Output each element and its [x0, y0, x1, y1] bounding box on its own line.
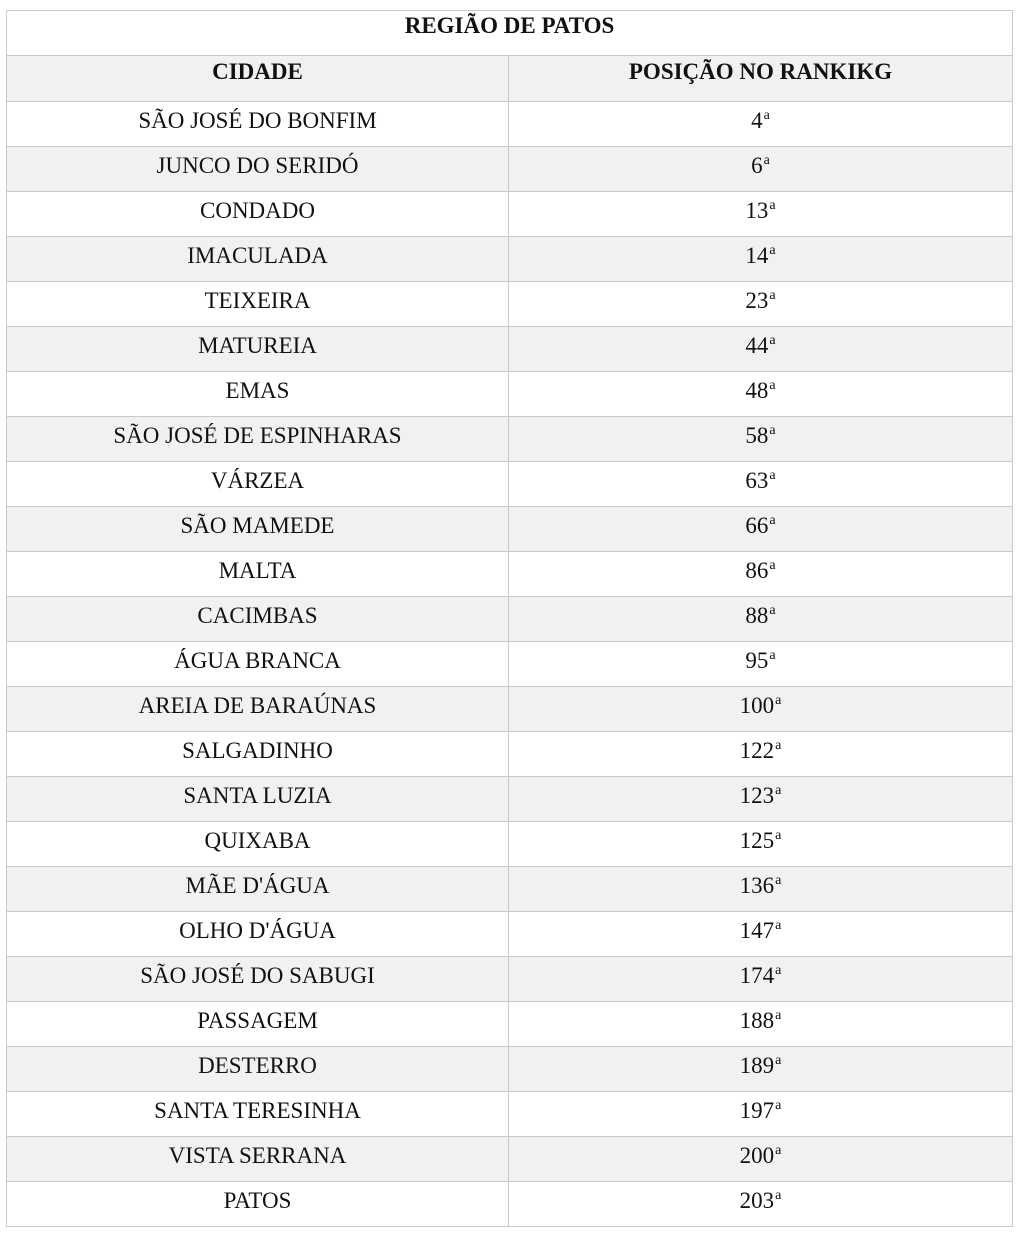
city-cell: EMAS — [7, 372, 509, 417]
position-cell — [509, 1137, 1013, 1182]
position-number: 123 — [739, 783, 775, 808]
city-cell: MÃE D'ÁGUA — [7, 867, 509, 912]
table-row — [7, 1002, 1013, 1047]
position-number: 122 — [739, 738, 775, 763]
city-cell: SÃO JOSÉ DO BONFIM — [7, 102, 509, 147]
position-cell — [509, 147, 1013, 192]
ordinal-suffix: a — [775, 828, 782, 843]
position-number: 14 — [745, 243, 769, 268]
ordinal-suffix: a — [775, 783, 782, 798]
table-body — [7, 102, 1013, 1227]
table-title: REGIÃO DE PATOS — [7, 11, 1013, 56]
city-cell: VÁRZEA — [7, 462, 509, 507]
city-cell: OLHO D'ÁGUA — [7, 912, 509, 957]
ordinal-suffix: a — [769, 378, 776, 393]
ordinal-suffix: a — [769, 603, 776, 618]
city-cell: PATOS — [7, 1182, 509, 1227]
position-number: 147 — [739, 918, 775, 943]
ordinal-suffix: a — [769, 423, 776, 438]
position-number: 4 — [751, 108, 763, 133]
position-cell — [509, 777, 1013, 822]
table-row — [7, 867, 1013, 912]
position-cell — [509, 102, 1013, 147]
position-cell — [509, 1092, 1013, 1137]
position-cell — [509, 417, 1013, 462]
ordinal-suffix: a — [775, 693, 782, 708]
position-cell — [509, 372, 1013, 417]
ordinal-suffix: a — [775, 1098, 782, 1113]
position-cell — [509, 867, 1013, 912]
city-cell: TEIXEIRA — [7, 282, 509, 327]
city-cell: CACIMBAS — [7, 597, 509, 642]
ordinal-suffix: a — [775, 873, 782, 888]
position-cell — [509, 192, 1013, 237]
ordinal-suffix: a — [769, 468, 776, 483]
table-row — [7, 1092, 1013, 1137]
position-number: 125 — [739, 828, 775, 853]
position-number: 174 — [739, 963, 775, 988]
city-cell: SÃO MAMEDE — [7, 507, 509, 552]
city-cell: SÃO JOSÉ DO SABUGI — [7, 957, 509, 1002]
position-number: 44 — [745, 333, 769, 358]
position-number: 100 — [739, 693, 775, 718]
table-row — [7, 102, 1013, 147]
position-number: 203 — [739, 1188, 775, 1213]
city-cell: IMACULADA — [7, 237, 509, 282]
city-cell: SALGADINHO — [7, 732, 509, 777]
ranking-table-container — [6, 10, 1012, 1227]
position-number: 95 — [745, 648, 769, 673]
table-row — [7, 147, 1013, 192]
city-cell: DESTERRO — [7, 1047, 509, 1092]
ranking-table — [6, 10, 1013, 1227]
ordinal-suffix: a — [775, 1053, 782, 1068]
table-row — [7, 687, 1013, 732]
city-cell: SÃO JOSÉ DE ESPINHARAS — [7, 417, 509, 462]
table-row — [7, 327, 1013, 372]
table-row — [7, 1137, 1013, 1182]
table-row — [7, 642, 1013, 687]
ordinal-suffix: a — [769, 198, 776, 213]
city-cell: AREIA DE BARAÚNAS — [7, 687, 509, 732]
position-number: 6 — [751, 153, 763, 178]
city-cell: VISTA SERRANA — [7, 1137, 509, 1182]
table-row — [7, 192, 1013, 237]
city-cell: QUIXABA — [7, 822, 509, 867]
position-number: 136 — [739, 873, 775, 898]
ordinal-suffix: a — [775, 1143, 782, 1158]
table-row — [7, 237, 1013, 282]
table-row — [7, 777, 1013, 822]
table-row — [7, 1182, 1013, 1227]
column-header-position: POSIÇÃO NO RANKIKG — [509, 56, 1013, 102]
position-number: 197 — [739, 1098, 775, 1123]
position-number: 188 — [739, 1008, 775, 1033]
ordinal-suffix: a — [769, 288, 776, 303]
ordinal-suffix: a — [769, 648, 776, 663]
position-number: 13 — [745, 198, 769, 223]
ordinal-suffix: a — [775, 1008, 782, 1023]
position-cell — [509, 687, 1013, 732]
table-row — [7, 597, 1013, 642]
position-cell — [509, 732, 1013, 777]
ordinal-suffix: a — [763, 108, 770, 123]
position-number: 48 — [745, 378, 769, 403]
position-cell — [509, 597, 1013, 642]
ordinal-suffix: a — [775, 738, 782, 753]
ordinal-suffix: a — [769, 243, 776, 258]
city-cell: JUNCO DO SERIDÓ — [7, 147, 509, 192]
table-row — [7, 372, 1013, 417]
position-cell — [509, 237, 1013, 282]
table-row — [7, 957, 1013, 1002]
position-number: 86 — [745, 558, 769, 583]
position-cell — [509, 282, 1013, 327]
ordinal-suffix: a — [775, 1188, 782, 1203]
table-row — [7, 732, 1013, 777]
column-header-city: CIDADE — [7, 56, 509, 102]
table-row — [7, 552, 1013, 597]
city-cell: MALTA — [7, 552, 509, 597]
table-row — [7, 912, 1013, 957]
ordinal-suffix: a — [769, 333, 776, 348]
ordinal-suffix: a — [775, 963, 782, 978]
table-row — [7, 462, 1013, 507]
table-title-row — [7, 11, 1013, 56]
city-cell: ÁGUA BRANCA — [7, 642, 509, 687]
table-header-row — [7, 56, 1013, 102]
position-cell — [509, 462, 1013, 507]
position-cell — [509, 327, 1013, 372]
position-cell — [509, 1002, 1013, 1047]
position-cell — [509, 957, 1013, 1002]
position-cell — [509, 642, 1013, 687]
position-cell — [509, 1047, 1013, 1092]
position-cell — [509, 1182, 1013, 1227]
table-row — [7, 417, 1013, 462]
city-cell: SANTA TERESINHA — [7, 1092, 509, 1137]
table-row — [7, 1047, 1013, 1092]
table-row — [7, 507, 1013, 552]
table-row — [7, 282, 1013, 327]
ordinal-suffix: a — [775, 918, 782, 933]
city-cell: MATUREIA — [7, 327, 509, 372]
position-number: 88 — [745, 603, 769, 628]
position-number: 66 — [745, 513, 769, 538]
position-number: 63 — [745, 468, 769, 493]
city-cell: CONDADO — [7, 192, 509, 237]
position-number: 189 — [739, 1053, 775, 1078]
position-cell — [509, 912, 1013, 957]
position-cell — [509, 822, 1013, 867]
position-number: 200 — [739, 1143, 775, 1168]
table-row — [7, 822, 1013, 867]
city-cell: PASSAGEM — [7, 1002, 509, 1047]
position-cell — [509, 552, 1013, 597]
ordinal-suffix: a — [769, 513, 776, 528]
position-number: 23 — [745, 288, 769, 313]
position-number: 58 — [745, 423, 769, 448]
position-cell — [509, 507, 1013, 552]
city-cell: SANTA LUZIA — [7, 777, 509, 822]
ordinal-suffix: a — [769, 558, 776, 573]
ordinal-suffix: a — [763, 153, 770, 168]
